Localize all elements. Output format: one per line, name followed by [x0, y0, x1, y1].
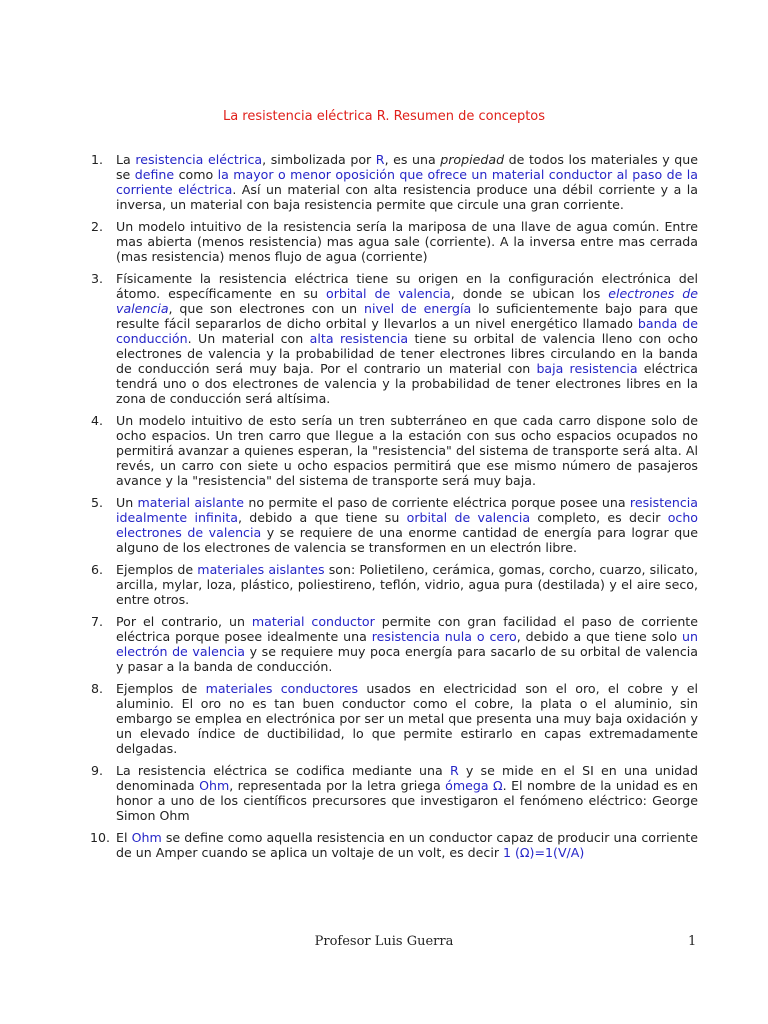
list-item-text [116, 562, 698, 607]
text-segment: son: Polietileno, cerámica, gomas, corcho, cuarzo, silicato, arcilla, mylar, loza, plástico, poliestireno, teflón, vidrio, agua pura (destilada) y el aire seco, entre otros. [116, 562, 698, 607]
list-item-number: 10. [90, 830, 111, 845]
list-item-text [116, 219, 698, 264]
text-segment: y se requiere de una enorme cantidad de energía para lograr que alguno de los electrones de valencia se transformen en un electrón libre. [116, 525, 699, 555]
list-item-text [116, 830, 698, 860]
list-item [70, 681, 698, 756]
text-segment: . El nombre de la unidad es en honor a uno de los científicos precursores que investigaron el fenómeno eléctrico: George Simon Ohm [116, 778, 698, 823]
text-segment: y se mide en el SI en una unidad denominada [116, 763, 698, 793]
text-segment: , que son electrones con un [168, 301, 364, 316]
text-segment: , es una [384, 152, 441, 167]
list-item [70, 830, 698, 860]
text-segment: Por el contrario, un [116, 614, 252, 629]
text-segment: Un modelo intuitivo de esto sería un tren subterráneo en que cada carro dispone solo de ocho espacios. Un tren carro que llegue a la estación con sus ocho espacios ocupados no permitirá avanzar a quienes esperan, la "resistencia" del sistema de transporte será alta. Al revés, un carro con siete u ocho espacios permitirá que ese mismo número de pasajeros avance y la "resistencia" del sistema de transporte será muy baja. [116, 413, 698, 488]
text-segment: . Así un material con alta resistencia produce una débil corriente y a la inversa, un material con baja resistencia permite que circule una gran corriente. [116, 182, 698, 212]
concept-link[interactable]: orbital de valencia [406, 510, 531, 525]
concept-link[interactable]: ocho electrones de valencia [116, 510, 699, 540]
concept-link[interactable]: electrones de valencia [116, 286, 698, 316]
concept-link[interactable]: define [134, 167, 175, 182]
text-segment: permite con gran facilidad el paso de corriente eléctrica porque posee idealmente una [116, 614, 698, 644]
text-segment: y se requiere muy poca energía para sacarlo de su orbital de valencia y pasar a la banda de conducción. [116, 644, 698, 674]
text-segment: , donde se ubican los [450, 286, 609, 301]
concept-link[interactable]: R [449, 763, 459, 778]
concept-link[interactable]: Ohm [199, 778, 230, 793]
text-segment: Físicamente la resistencia eléctrica tiene su origen en la configuración electrónica del átomo. específicamente en su [116, 271, 698, 301]
text-segment: Ejemplos de [116, 562, 198, 577]
concept-link[interactable]: materiales conductores [205, 681, 359, 696]
text-segment: completo, es decir [530, 510, 668, 525]
list-item-text [116, 271, 698, 406]
text-segment: como [174, 167, 218, 182]
page-number: 1 [688, 934, 697, 949]
text-segment: eléctrica tendrá uno o dos electrones de valencia y la probabilidad de tener electrones libres en la zona de conducción será altísima. [116, 361, 698, 406]
concept-link[interactable]: material aislante [137, 495, 245, 510]
concept-link[interactable]: la mayor o menor oposición que ofrece un material conductor al paso de la corriente eléctrica [116, 167, 698, 197]
list-item-number: 5. [91, 495, 104, 510]
concept-link[interactable]: baja resistencia [536, 361, 638, 376]
concept-link[interactable]: alta resistencia [309, 331, 409, 346]
text-segment: . Un material con [187, 331, 310, 346]
text-segment: Un modelo intuitivo de la resistencia sería la mariposa de una llave de agua común. Entre mas abierta (menos resistencia) mas agua sale (corriente). A la inversa entre mas cerrada (mas resistencia) menos flujo de agua (corriente) [116, 219, 698, 264]
concept-link[interactable]: resistencia idealmente infinita [116, 495, 699, 525]
concept-link[interactable]: orbital de valencia [326, 286, 451, 301]
concept-link[interactable]: materiales aislantes [197, 562, 325, 577]
text-segment: tiene su orbital de valencia lleno con ocho electrones de valencia y la probabilidad de tener electrones libres circulando en la banda de conducción será muy baja. Por el contrario un material con [116, 331, 698, 376]
list-item-text [116, 763, 698, 823]
list-item-text [116, 413, 698, 488]
list-item-number: 6. [91, 562, 104, 577]
list-item-number: 9. [91, 763, 104, 778]
list-item [70, 152, 698, 212]
text-segment: Un [116, 495, 138, 510]
text-segment: lo suficientemente bajo para que resulte fácil separarlos de dicho orbital y llevarlos a un nivel energético llamado [116, 301, 698, 331]
list-item-text [116, 681, 698, 756]
document-title: La resistencia eléctrica R. Resumen de conceptos [222, 109, 546, 124]
list-item-text [116, 495, 698, 555]
text-segment: El [116, 830, 132, 845]
text-segment: , representada por la letra griega [229, 778, 446, 793]
text-segment: La [116, 152, 136, 167]
text-segment: , simbolizada por [262, 152, 376, 167]
footer-author: Profesor Luis Guerra [314, 934, 454, 949]
text-segment: La resistencia eléctrica se codifica mediante una [116, 763, 450, 778]
list-item-number: 2. [91, 219, 104, 234]
list-item-text [116, 614, 698, 674]
text-segment: propiedad [440, 152, 505, 167]
concept-link[interactable]: Ohm [131, 830, 162, 845]
concept-link[interactable]: material conductor [251, 614, 375, 629]
concept-link[interactable]: banda de conducción [116, 316, 698, 346]
text-segment: de todos los materiales y que se [116, 152, 698, 182]
text-segment: , debido a que tiene su [238, 510, 407, 525]
list-item [70, 271, 698, 406]
text-segment: no permite el paso de corriente eléctrica porque posee una [244, 495, 630, 510]
concept-link[interactable]: resistencia eléctrica [135, 152, 263, 167]
text-segment: Ejemplos de [116, 681, 206, 696]
list-item-number: 1. [91, 152, 104, 167]
concept-link[interactable]: ómega Ω [445, 778, 503, 793]
concept-link[interactable]: R [375, 152, 385, 167]
list-item [70, 413, 698, 488]
list-item [70, 495, 698, 555]
text-segment: se define como aquella resistencia en un conductor capaz de producir una corriente de un Amper cuando se aplica un voltaje de un volt, es decir [116, 830, 699, 860]
text-segment: usados en electricidad son el oro, el cobre y el aluminio. El oro no es tan buen conductor como el cobre, la plata o el aluminio, sin embargo se emplea en electrónica por ser un metal que presenta una muy baja oxidación y un elevado índice de ductibilidad, lo que permite estirarlo en capas extremadamente delgadas. [116, 681, 698, 756]
concept-link[interactable]: resistencia nula o cero [371, 629, 517, 644]
concept-link[interactable]: un electrón de valencia [116, 629, 698, 659]
list-item [70, 562, 698, 607]
concept-link[interactable]: nivel de energía [363, 301, 472, 316]
text-segment: , debido a que tiene solo [516, 629, 683, 644]
concept-link[interactable]: 1 (Ω)=1(V/A) [503, 845, 585, 860]
list-item-number: 4. [91, 413, 104, 428]
list-item [70, 763, 698, 823]
list-item-text [116, 152, 698, 212]
list-item [70, 219, 698, 264]
concept-list [70, 152, 698, 867]
list-item-number: 3. [91, 271, 104, 286]
list-item [70, 614, 698, 674]
list-item-number: 8. [91, 681, 104, 696]
list-item-number: 7. [91, 614, 104, 629]
